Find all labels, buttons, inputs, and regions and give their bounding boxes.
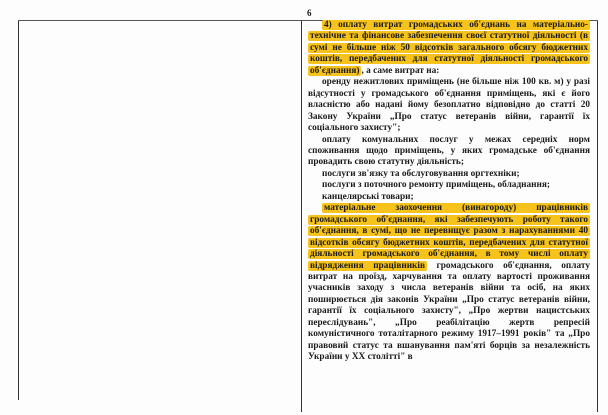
paragraph-communications: послуги зв'язку та обслуговування оргтехніки;	[322, 168, 520, 179]
paragraph-repair: послуги з поточного ремонту приміщень, обладнання;	[322, 180, 551, 191]
highlighted-text: 4) оплату витрат громадських об'єднань на матеріально-технічне та фінансове забезпечення своєї статутної діяльності (в сумі не більше ніж 50 відсотків загального обсягу бюджетних коштів, передбачених для статутної діяльності громадського об'єднання)	[310, 20, 588, 76]
page-number: 6	[307, 8, 312, 18]
paragraph-remuneration: матеріальне заохочення (винагороду) працівників громадського об'єднання, які забезпечують роботу такого об'єднання, в сумі, що не перевищує разом з нарахуваннями 40 відсотків обсягу бюджетних коштів, передбачених для статутної діяльності громадського об'єднання, в тому числі оплату відрядження працівників громадського об'єднання, оплату витрат на проїзд, харчування та оплату вартості проживання учасників заходу з числа ветеранів війни та осіб, на яких поширюється дія законів України „Про статус ветеранів війни, гарантії їх соціального захисту", „Про жертви нацистських переслідувань", „Про реабілітацію жертв репресій комуністичного тоталітарного режиму 1917–1991 років" та „Про правовий статус та вшанування пам'яті борців за незалежність України у XX столітті" в	[308, 203, 590, 363]
highlighted-text: матеріальне заохочення (винагороду) працівників громадського об'єднання, які забезпечують роботу такого об'єднання, в сумі, що не перевищує разом з нарахуваннями 40 відсотків обсягу бюджетних коштів, передбачених для статутної діяльності громадського об'єднання, в тому числі оплату відрядження працівників	[310, 203, 588, 271]
paragraph-rent: оренду нежитлових приміщень (не більше ніж 100 кв. м) у разі відсутності у громадського об'єднання приміщень, які є його власністю або надані йому безоплатно відповідно до статті 20 Закону України „Про статус ветеранів війни, гарантії їх соціального захисту";	[308, 77, 590, 134]
paragraph-4: 4) оплату витрат громадських об'єднань на матеріально-технічне та фінансове забезпечення своєї статутної діяльності (в сумі не більше ніж 50 відсотків загального обсягу бюджетних коштів, передбачених для статутної діяльності громадського об'єднання) , а саме витрат на:	[310, 20, 588, 76]
article-text	[308, 20, 590, 364]
table-border-left	[18, 20, 19, 400]
paragraph-stationery: канцелярські товари;	[322, 191, 414, 202]
table-border-right	[597, 20, 598, 412]
table-divider	[301, 20, 302, 412]
paragraph-utilities: оплату комунальних послуг у межах середніх норм споживання щодо приміщень, у яких громадське об'єднання провадить свою статутну діяльність;	[308, 134, 590, 168]
